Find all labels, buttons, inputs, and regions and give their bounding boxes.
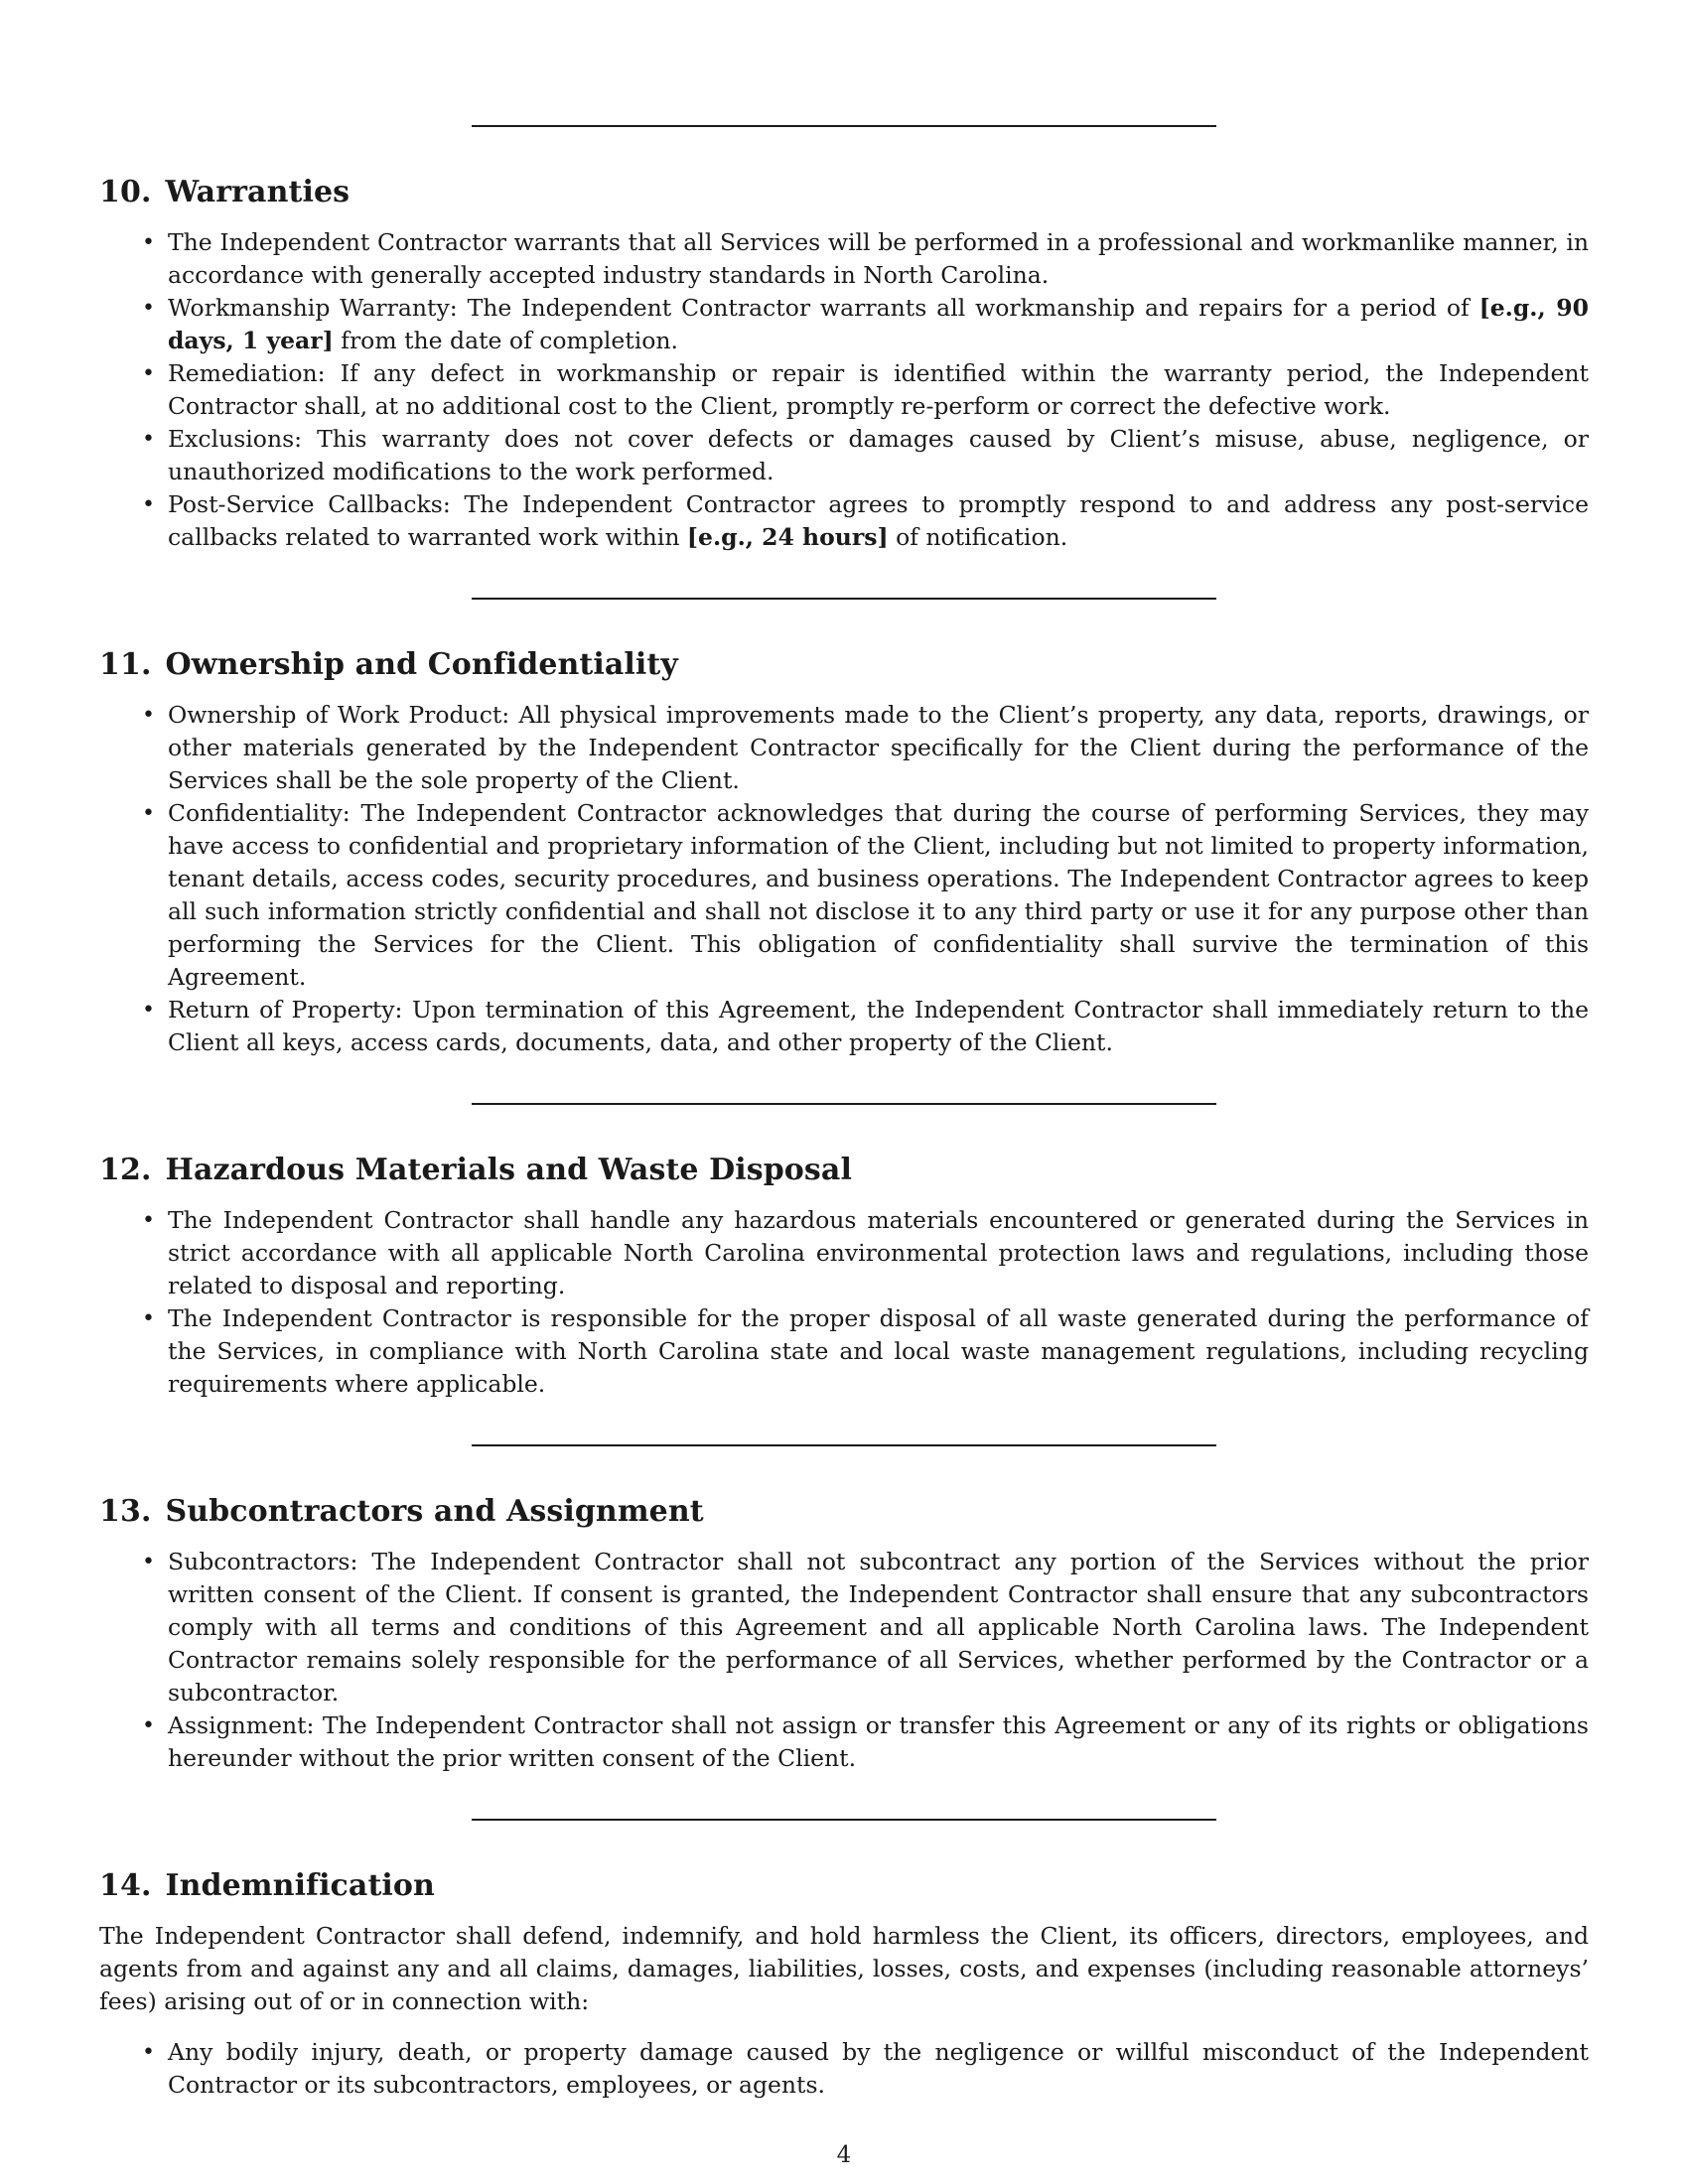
- section-heading: 14. Indemnification: [99, 1868, 435, 1903]
- bullet-list: [99, 226, 1589, 554]
- list-item: • Workmanship Warranty: The Independent Contractor warrants all workmanship and repairs for a period of [e.g., 90 days, 1 year] from the date of completion.: [168, 292, 1589, 357]
- section-heading: 11. Ownership and Confidentiality: [99, 647, 678, 682]
- list-item: • Remediation: If any defect in workmanship or repair is identified within the warranty period, the Independent Contractor shall, at no additional cost to the Client, promptly re-perform or correct the defective work.: [168, 357, 1589, 423]
- section-divider: [472, 125, 1216, 127]
- section-indemnification: [99, 1868, 1589, 2102]
- list-item: • Post-Service Callbacks: The Independent Contractor agrees to promptly respond to and address any post-service callbacks related to warranted work within [e.g., 24 hours] of notification.: [168, 488, 1589, 554]
- bullet-list: [99, 2036, 1589, 2102]
- section-ownership-confidentiality: [99, 647, 1589, 1059]
- bullet-list: [99, 699, 1589, 1059]
- list-item: • Ownership of Work Product: All physical improvements made to the Client’s property, any data, reports, drawings, or other materials generated by the Independent Contractor specifically for the Client during the performance of the Services shall be the sole property of the Client.: [168, 699, 1589, 797]
- bullet-list: [99, 1546, 1589, 1775]
- section-warranties: [99, 175, 1589, 554]
- section-subcontractors: [99, 1494, 1589, 1775]
- list-item: • The Independent Contractor shall handle any hazardous materials encountered or generated during the Services in strict accordance with all applicable North Carolina environmental protection laws and regulations, including those related to disposal and reporting.: [168, 1204, 1589, 1302]
- section-heading: 12. Hazardous Materials and Waste Disposal: [99, 1153, 852, 1187]
- section-heading: 10. Warranties: [99, 175, 351, 209]
- bullet-list: [99, 1204, 1589, 1401]
- list-item: • Exclusions: This warranty does not cover defects or damages caused by Client’s misuse, abuse, negligence, or unauthorized modifications to the work performed.: [168, 423, 1589, 488]
- list-item: • Subcontractors: The Independent Contractor shall not subcontract any portion of the Services without the prior written consent of the Client. If consent is granted, the Independent Contractor shall ensure that any subcontractors comply with all terms and conditions of this Agreement and all applicable North Carolina laws. The Independent Contractor remains solely responsible for the performance of all Services, whether performed by the Contractor or a subcontractor.: [168, 1546, 1589, 1709]
- list-item: • Return of Property: Upon termination of this Agreement, the Independent Contractor shall immediately return to the Client all keys, access cards, documents, data, and other property of the Client.: [168, 994, 1589, 1059]
- section-divider: [472, 1444, 1216, 1446]
- section-hazardous-materials: [99, 1153, 1589, 1401]
- section-divider: [472, 1103, 1216, 1105]
- page-number: 4: [836, 2142, 852, 2168]
- list-item: • The Independent Contractor is responsible for the proper disposal of all waste generated during the performance of the Services, in compliance with North Carolina state and local waste management regulations, including recycling requirements where applicable.: [168, 1302, 1589, 1401]
- section-intro-paragraph: The Independent Contractor shall defend, indemnify, and hold harmless the Client, its officers, directors, employees, and agents from and against any and all claims, damages, liabilities, losses, costs, and expenses (including reasonable attorneys’ fees) arising out of or in connection with:: [99, 1922, 1589, 2015]
- list-item: • Any bodily injury, death, or property damage caused by the negligence or willful misconduct of the Independent Contractor or its subcontractors, employees, or agents.: [168, 2036, 1589, 2102]
- list-item: • The Independent Contractor warrants that all Services will be performed in a professional and workmanlike manner, in accordance with generally accepted industry standards in North Carolina.: [168, 226, 1589, 292]
- list-item: • Assignment: The Independent Contractor shall not assign or transfer this Agreement or any of its rights or obligations hereunder without the prior written consent of the Client.: [168, 1709, 1589, 1775]
- section-divider: [472, 598, 1216, 600]
- section-divider: [472, 1819, 1216, 1821]
- document-page: [99, 0, 1589, 2102]
- section-heading: 13. Subcontractors and Assignment: [99, 1494, 704, 1529]
- list-item: • Confidentiality: The Independent Contractor acknowledges that during the course of performing Services, they may have access to confidential and proprietary information of the Client, including but not limited to property information, tenant details, access codes, security procedures, and business operations. The Independent Contractor agrees to keep all such information strictly confidential and shall not disclose it to any third party or use it for any purpose other than performing the Services for the Client. This obligation of confidentiality shall survive the termination of this Agreement.: [168, 797, 1589, 994]
